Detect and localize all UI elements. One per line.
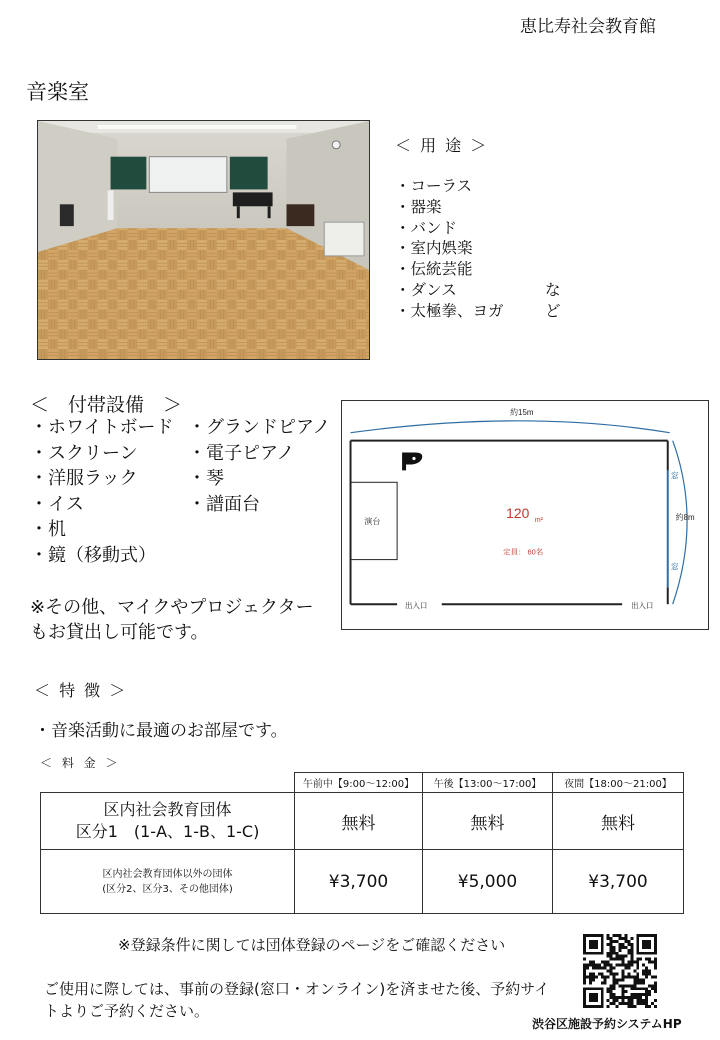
room-photo xyxy=(37,120,370,360)
equipment-list-1 xyxy=(30,415,173,568)
fee-cell: 無料 xyxy=(295,793,423,850)
uses-suffix: など xyxy=(545,280,561,320)
facility-name: 恵比寿社会教育館 xyxy=(520,17,656,37)
table-row xyxy=(41,850,684,914)
list-item: ・イス xyxy=(30,493,84,515)
row-label-group-1 xyxy=(41,793,295,850)
column-header-evening: 夜間【18:00～21:00】 xyxy=(553,773,684,793)
list-item: ・バンド xyxy=(395,218,458,237)
row-label-line: 区内社会教育団体 xyxy=(103,800,232,819)
room-photo-illustration xyxy=(38,121,369,359)
list-item: ・電子ピアノ xyxy=(188,442,295,464)
depth-label: 約8m xyxy=(675,512,695,522)
room-title: 音楽室 xyxy=(26,80,89,104)
list-item: ・伝統芸能 xyxy=(395,260,473,279)
capacity-label: 定員： 60名 xyxy=(503,547,544,557)
equipment-heading: ＜ 付帯設備 ＞ xyxy=(30,394,183,416)
entrance-label-right: 出入口 xyxy=(631,601,654,611)
table-row xyxy=(41,793,684,850)
registration-note: ※登録条件に関しては団体登録のページをご確認ください xyxy=(118,936,506,954)
window-label-top: 窓 xyxy=(670,471,679,481)
row-label-group-2 xyxy=(41,850,295,914)
list-item: ・鏡（移動式） xyxy=(30,544,156,566)
fee-cell: 無料 xyxy=(423,793,553,850)
list-item: ・コーラス xyxy=(395,177,473,195)
column-header-afternoon: 午後【13:00～17:00】 xyxy=(423,773,553,793)
list-item: ・琴 xyxy=(188,468,224,489)
features-heading: ＜ 特 徴 ＞ xyxy=(34,681,128,700)
fees-heading: ＜ 料 金 ＞ xyxy=(40,756,121,770)
qr-code-icon[interactable] xyxy=(583,934,657,1008)
row-label-line: (区分2、区分3、その他団体) xyxy=(102,883,233,895)
features-text: ・音楽活動に最適のお部屋です。 xyxy=(34,721,288,741)
list-item: ・室内娯楽 xyxy=(395,239,473,258)
floor-plan xyxy=(341,400,709,630)
list-item: ・ホワイトボード xyxy=(30,417,174,438)
piano-icon xyxy=(402,453,422,471)
fee-cell: ¥3,700 xyxy=(553,850,684,914)
column-header-morning: 午前中【9:00～12:00】 xyxy=(295,773,423,793)
list-item: ・グランドピアノ xyxy=(188,417,331,438)
table-corner xyxy=(41,773,295,793)
row-label-line: 区分1 (1-A、1-B、1-C) xyxy=(75,822,260,841)
list-item: ・器楽 xyxy=(395,197,442,216)
list-item: ・太極拳、ヨガ xyxy=(395,301,504,320)
fee-table xyxy=(40,772,684,914)
equipment-list-2 xyxy=(188,415,331,517)
fee-cell: ¥3,700 xyxy=(295,850,423,914)
list-item: ・洋服ラック xyxy=(30,468,138,489)
table-header-row xyxy=(41,773,684,793)
width-label: 約15m xyxy=(510,407,534,417)
window-label-bottom: 窓 xyxy=(670,562,679,572)
qr-caption: 渋谷区施設予約システムHP xyxy=(532,1017,682,1031)
fee-cell: 無料 xyxy=(553,793,684,850)
area-value: 120 xyxy=(506,504,530,521)
list-item: ・譜面台 xyxy=(188,493,260,515)
list-item: ・ダンス xyxy=(395,280,457,299)
list-item: ・机 xyxy=(30,519,66,540)
uses-heading: ＜ 用 途 ＞ xyxy=(395,136,489,155)
entrance-label-left: 出入口 xyxy=(405,601,428,611)
list-item: ・スクリーン xyxy=(30,442,138,464)
qr-code-graphic xyxy=(583,934,657,1008)
stage-label: 演台 xyxy=(364,516,381,526)
equipment-note: ※その他、マイクやプロジェクターもお貸出し可能です。 xyxy=(30,597,314,643)
uses-list xyxy=(395,176,561,322)
floor-plan-diagram xyxy=(342,401,708,629)
area-unit: m² xyxy=(534,516,543,524)
usage-note: ご使用に際しては、事前の登録(窓口・オンライン)を済ませた後、予約サイトよりご予約ください。 xyxy=(44,980,550,1020)
fee-cell: ¥5,000 xyxy=(423,850,553,914)
row-label-line: 区内社会教育団体以外の団体 xyxy=(102,868,233,880)
